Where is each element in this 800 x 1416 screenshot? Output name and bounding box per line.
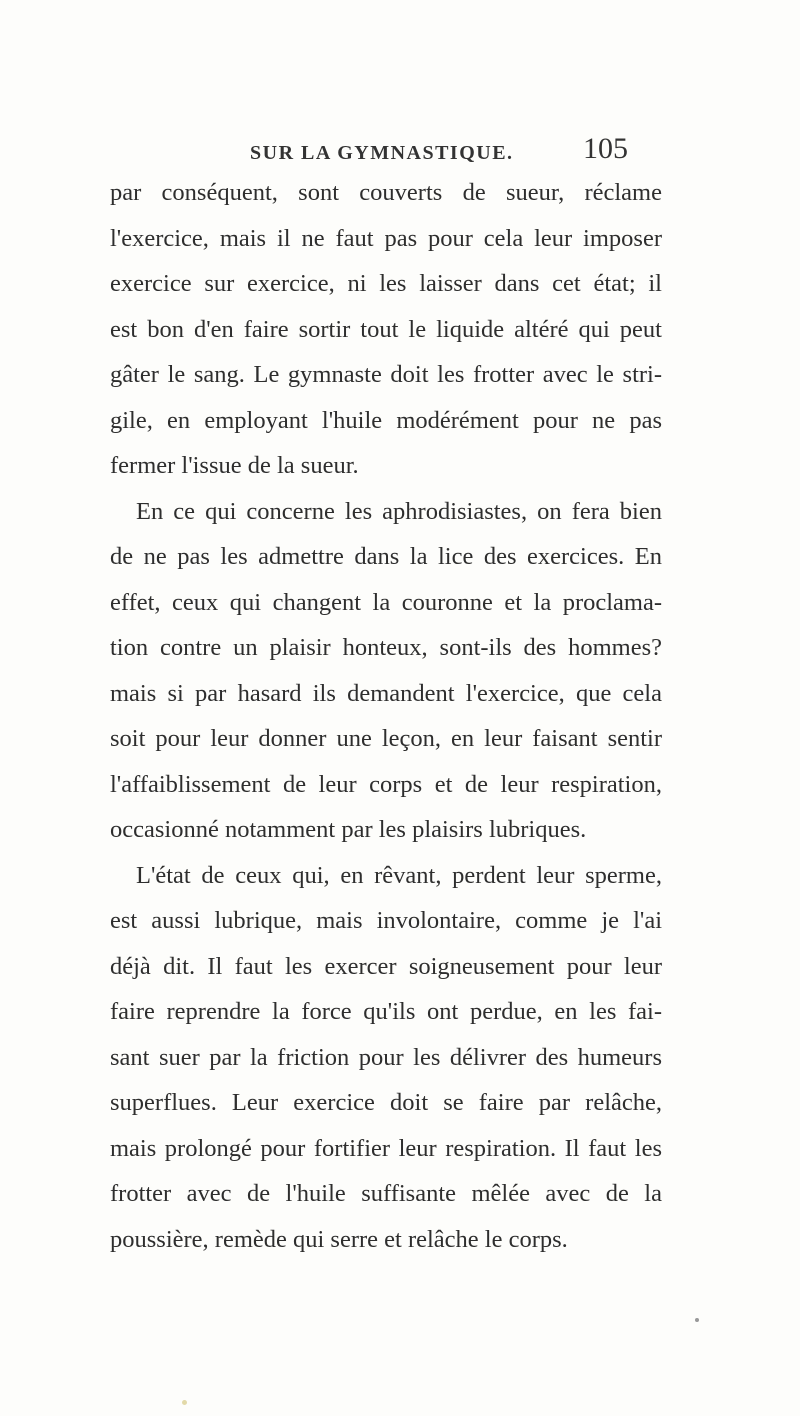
text-line: tion contre un plaisir honteux, sont-ils des hommes?	[110, 634, 662, 661]
text-line: soit pour leur donner une leçon, en leur faisant sentir	[110, 725, 662, 752]
text-line: l'exercice, mais il ne faut pas pour cela leur imposer	[110, 224, 662, 252]
paper-speck	[695, 1318, 699, 1322]
text-line: faire reprendre la force qu'ils ont perdue, en les fai-	[110, 998, 662, 1025]
running-title: SUR LA GYMNASTIQUE.	[250, 142, 514, 164]
running-head	[0, 132, 800, 172]
text-line: l'affaiblissement de leur corps et de leur respiration,	[110, 770, 662, 798]
text-line: gile, en employant l'huile modérément pour ne pas	[110, 406, 662, 434]
text-line: fermer l'issue de la sueur.	[110, 452, 359, 479]
text-line: poussière, remède qui serre et relâche le corps.	[110, 1225, 568, 1253]
text-line: est aussi lubrique, mais involontaire, comme je l'ai	[110, 907, 662, 934]
text-line: superflues. Leur exercice doit se faire par relâche,	[110, 1089, 662, 1116]
text-line: occasionné notamment par les plaisirs lubriques.	[110, 816, 587, 843]
text-line: sant suer par la friction pour les délivrer des humeurs	[110, 1043, 662, 1071]
text-line: de ne pas les admettre dans la lice des exercices. En	[110, 543, 662, 570]
paper-speck	[182, 1400, 187, 1405]
text-line: effet, ceux qui changent la couronne et la proclama-	[110, 588, 662, 616]
text-line: par conséquent, sont couverts de sueur, réclame	[110, 179, 662, 206]
page-number: 105	[583, 132, 628, 165]
paragraph-start-line: L'état de ceux qui, en rêvant, perdent leur sperme,	[136, 861, 662, 889]
text-line: mais si par hasard ils demandent l'exercice, que cela	[110, 679, 662, 707]
text-line: exercice sur exercice, ni les laisser dans cet état; il	[110, 270, 662, 297]
text-line: gâter le sang. Le gymnaste doit les frotter avec le stri-	[110, 361, 662, 388]
text-line: est bon d'en faire sortir tout le liquide altéré qui peut	[110, 315, 662, 343]
text-line: frotter avec de l'huile suffisante mêlée avec de la	[110, 1180, 662, 1207]
body-text	[110, 170, 662, 1262]
text-line: déjà dit. Il faut les exercer soigneusement pour leur	[110, 952, 662, 980]
text-line: mais prolongé pour fortifier leur respiration. Il faut les	[110, 1134, 662, 1162]
paragraph-start-line: En ce qui concerne les aphrodisiastes, on fera bien	[136, 497, 662, 525]
